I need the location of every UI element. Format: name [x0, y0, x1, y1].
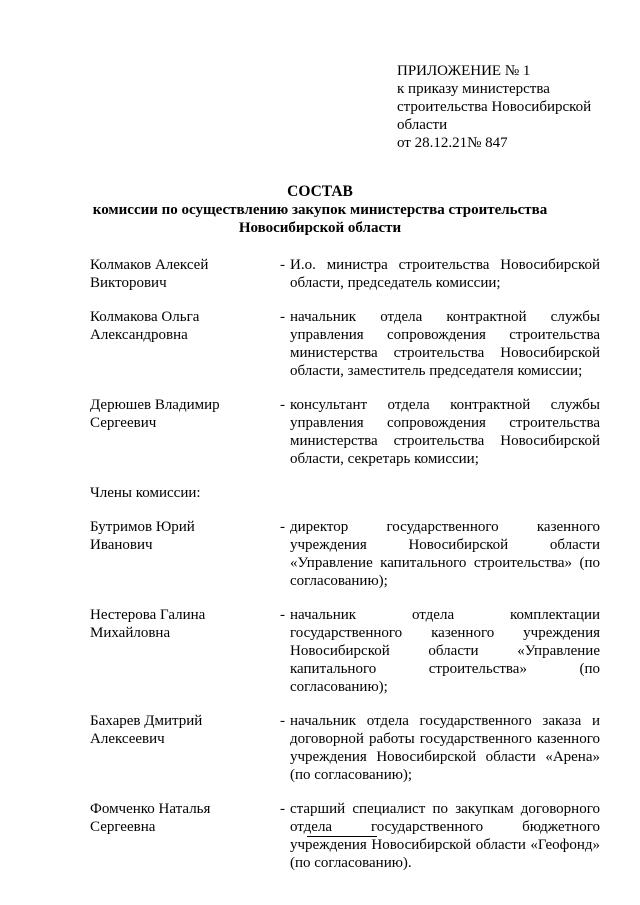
- member-patronymic: Алексеевич: [90, 731, 165, 747]
- dash-separator: -: [280, 257, 285, 273]
- member-surname-first: Колмакова Ольга: [90, 309, 200, 325]
- member-patronymic: Сергеевич: [90, 415, 157, 431]
- title-line-2: комиссии по осуществлению закупок министерства строительства: [92, 202, 548, 218]
- member-surname-first: Нестерова Галина: [90, 607, 206, 623]
- member-name: [90, 800, 275, 836]
- title-heading: СОСТАВ: [287, 183, 353, 200]
- dash-separator: -: [280, 713, 285, 729]
- appendix-ministry-line: строительства Новосибирской: [397, 99, 592, 115]
- member-patronymic: Викторович: [90, 275, 167, 291]
- member-surname-first: Фомченко Наталья: [90, 801, 211, 817]
- member-role: начальник отдела контрактной службы управления сопровождения строительства министерства строительства Новосибирской области, заместитель председателя комиссии;: [290, 309, 600, 379]
- title-line-3: Новосибирской области: [238, 220, 402, 236]
- commission-list: [90, 256, 600, 872]
- member-row: [90, 396, 600, 468]
- member-row: [90, 606, 600, 696]
- member-name: [90, 606, 275, 642]
- member-surname-first: Бахарев Дмитрий: [90, 713, 203, 729]
- member-role: начальник отдела государственного заказа и договорной работы государственного казенного учреждения Новосибирской области «Арена» (по согласованию);: [290, 713, 600, 783]
- member-name: [90, 518, 275, 554]
- dash-separator: -: [280, 309, 285, 325]
- member-role: директор государственного казенного учреждения Новосибирской области «Управление капитального строительства» (по согласованию);: [290, 519, 600, 589]
- member-role: И.о. министра строительства Новосибирской области, председатель комиссии;: [290, 257, 600, 291]
- dash-separator: -: [280, 397, 285, 413]
- member-name: [90, 712, 275, 748]
- end-separator-line: [307, 836, 377, 837]
- member-name: [90, 396, 275, 432]
- member-role: начальник отдела комплектации государственного казенного учреждения Новосибирской области «Управление капитального строительства» (по согласованию);: [290, 607, 600, 695]
- member-role: консультант отдела контрактной службы управления сопровождения строительства министерства строительства Новосибирской области, секретарь комиссии;: [290, 397, 600, 467]
- appendix-date-number: от 28.12.21№ 847: [397, 135, 508, 151]
- dash-separator: -: [280, 519, 285, 535]
- member-row: [90, 256, 600, 292]
- appendix-number: ПРИЛОЖЕНИЕ № 1: [397, 63, 531, 79]
- member-row: [90, 712, 600, 784]
- member-surname-first: Колмаков Алексей: [90, 257, 209, 273]
- member-patronymic: Михайловна: [90, 625, 171, 641]
- member-surname-first: Дерюшев Владимир: [90, 397, 220, 413]
- dash-separator: -: [280, 607, 285, 623]
- member-name: [90, 256, 275, 292]
- document-title: [0, 183, 640, 237]
- appendix-region-line: области: [397, 117, 448, 133]
- members-label: Члены комиссии:: [90, 485, 201, 501]
- appendix-order-line: к приказу министерства: [397, 81, 550, 97]
- member-patronymic: Сергеевна: [90, 819, 156, 835]
- member-name: [90, 308, 275, 344]
- member-row: [90, 518, 600, 590]
- appendix-block: [397, 62, 612, 152]
- member-patronymic: Иванович: [90, 537, 153, 553]
- dash-separator: -: [280, 801, 285, 817]
- member-patronymic: Александровна: [90, 327, 188, 343]
- member-role: старший специалист по закупкам договорного отдела государственного бюджетного учреждения Новосибирской области «Геофонд» (по согласованию).: [290, 801, 600, 871]
- member-row: [90, 308, 600, 380]
- member-surname-first: Бутримов Юрий: [90, 519, 195, 535]
